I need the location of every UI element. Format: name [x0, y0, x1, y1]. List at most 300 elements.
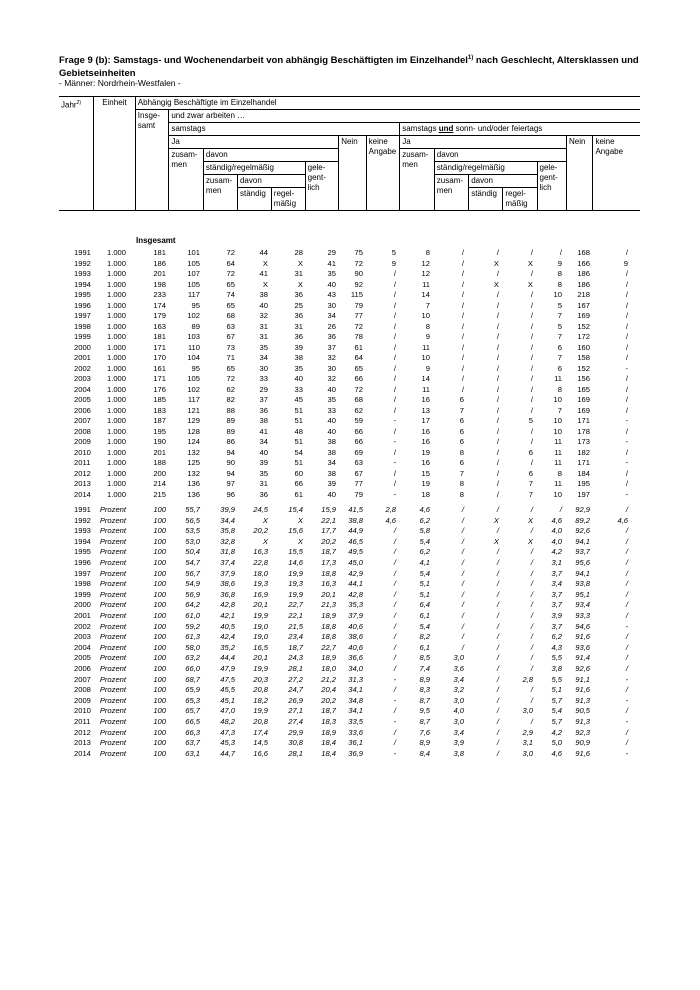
table-cell: / — [393, 374, 396, 383]
table-cell: 18,4 — [321, 738, 336, 748]
table-cell: 12 — [421, 269, 430, 278]
table-cell: 3,4 — [551, 579, 562, 589]
table-row — [0, 364, 700, 374]
cell-year: 2013 — [74, 738, 91, 748]
cell-year: 1992 — [74, 515, 91, 525]
table-cell: Prozent — [99, 727, 126, 737]
table-cell: 51 — [294, 437, 303, 446]
table-cell: 182 — [577, 447, 590, 457]
table-cell: 3,0 — [522, 748, 533, 758]
table-cell: 35,3 — [348, 600, 363, 610]
table-cell: 20,4 — [321, 685, 336, 695]
table-cell: / — [496, 558, 499, 567]
table-cell: / — [393, 632, 396, 642]
table-cell: / — [393, 611, 396, 620]
header-davon-1: davon — [203, 149, 338, 162]
table-cell: 176 — [153, 384, 166, 394]
table-row — [0, 632, 700, 642]
table-cell: 5 — [557, 300, 562, 310]
table-cell: 77 — [354, 479, 363, 488]
table-cell: 94,6 — [575, 621, 590, 631]
table-cell: 4,6 — [617, 515, 628, 525]
table-cell: 18,8 — [321, 621, 336, 631]
table-cell: 38 — [294, 353, 303, 362]
header-staendig-2: ständig — [469, 188, 503, 211]
table-cell: 19,9 — [253, 611, 268, 620]
table-cell: / — [393, 405, 396, 415]
table-cell: 100 — [153, 685, 166, 695]
table-cell: / — [625, 447, 628, 457]
table-cell: 100 — [153, 653, 166, 663]
table-cell: / — [496, 342, 499, 352]
table-cell: 33,5 — [348, 717, 363, 726]
table-cell: 163 — [153, 321, 166, 331]
table-cell: 36,8 — [220, 589, 235, 599]
table-cell: / — [625, 269, 628, 278]
table-cell: 107 — [187, 269, 200, 278]
table-cell: 36,1 — [348, 738, 363, 748]
table-cell: 16 — [421, 458, 430, 467]
table-cell: 5 — [391, 248, 396, 257]
table-cell: / — [530, 505, 533, 514]
table-cell: 72 — [226, 374, 235, 383]
table-cell: 91,6 — [575, 632, 590, 642]
table-cell: / — [496, 547, 499, 557]
cell-year: 1995 — [74, 290, 91, 299]
table-cell: Prozent — [99, 674, 126, 684]
table-cell: 39 — [327, 479, 336, 488]
table-cell: 4,6 — [419, 505, 430, 514]
table-cell: / — [625, 568, 628, 578]
table-cell: 74 — [226, 290, 235, 299]
table-cell: 6 — [528, 447, 533, 457]
header-sonn-feiertags: samstags und sonn- und/oder feiertags — [400, 123, 640, 136]
table-cell: X — [527, 515, 533, 525]
table-cell: 100 — [153, 536, 166, 546]
table-cell: / — [496, 311, 499, 320]
header-nein-1: Nein — [339, 136, 366, 211]
table-cell: 42,8 — [220, 600, 235, 610]
page-title — [59, 52, 659, 80]
table-cell: 5,5 — [551, 653, 562, 663]
table-row — [0, 675, 700, 685]
table-cell: 1.000 — [106, 342, 126, 352]
table-cell: 69 — [354, 447, 363, 457]
cell-year: 2004 — [74, 384, 91, 394]
cell-year: 2007 — [74, 416, 91, 425]
table-cell: / — [530, 600, 533, 610]
table-cell: 96 — [226, 489, 235, 499]
table-cell: 35 — [259, 468, 268, 478]
table-cell: 169 — [577, 311, 590, 320]
table-cell: / — [393, 426, 396, 436]
table-cell: / — [496, 505, 499, 514]
table-cell: 173 — [577, 437, 590, 446]
table-cell: 16,6 — [253, 748, 268, 758]
table-row — [0, 664, 700, 674]
table-cell: 4,3 — [551, 642, 562, 652]
table-cell: 186 — [577, 279, 590, 289]
header-regelmaessig-1: regel- mäßig — [273, 189, 297, 208]
cell-year: 1997 — [74, 311, 91, 320]
cell-year: 2011 — [74, 717, 91, 726]
page-subtitle: - Männer: Nordrhein-Westfalen - — [59, 78, 181, 88]
table-cell: / — [393, 653, 396, 663]
table-cell: 1.000 — [106, 479, 126, 488]
header-zusammen-sub-1: zusam- men — [204, 175, 238, 211]
table-cell: 66 — [294, 479, 303, 488]
table-cell: 30 — [327, 363, 336, 373]
table-cell: 26,9 — [288, 695, 303, 705]
table-cell: 54,9 — [185, 579, 200, 589]
table-cell: 102 — [187, 384, 200, 394]
table-cell: / — [496, 632, 499, 642]
table-cell: / — [461, 311, 464, 320]
table-cell: 1.000 — [106, 489, 126, 499]
table-cell: / — [393, 384, 396, 394]
table-cell: 13 — [421, 405, 430, 415]
table-row — [0, 738, 700, 748]
table-cell: 1.000 — [106, 353, 126, 362]
table-cell: 6,4 — [419, 600, 430, 610]
table-cell: 4,1 — [419, 558, 430, 567]
table-cell: X — [493, 536, 499, 546]
table-cell: / — [496, 300, 499, 310]
table-cell: 63,1 — [185, 748, 200, 758]
table-cell: / — [461, 600, 464, 610]
table-cell: 117 — [187, 395, 200, 404]
table-row — [0, 406, 700, 416]
table-cell: 72 — [226, 269, 235, 278]
table-cell: 1.000 — [106, 405, 126, 415]
table-cell: 20,1 — [253, 653, 268, 663]
table-cell: / — [625, 374, 628, 383]
table-cell: 27,4 — [288, 717, 303, 726]
table-cell: 44,1 — [348, 579, 363, 589]
table-cell: X — [527, 258, 533, 268]
table-cell: / — [393, 738, 396, 748]
table-cell: / — [496, 426, 499, 436]
table-cell: / — [530, 695, 533, 705]
table-cell: / — [625, 311, 628, 320]
table-cell: 71 — [226, 353, 235, 362]
table-cell: 97 — [226, 479, 235, 488]
cell-year: 2012 — [74, 727, 91, 737]
table-cell: / — [530, 611, 533, 620]
table-cell: 29 — [259, 384, 268, 394]
table-cell: 21,2 — [321, 674, 336, 684]
header-regelmaessig-2: regel- mäßig — [505, 189, 528, 208]
table-cell: 45,0 — [348, 558, 363, 567]
table-cell: - — [625, 717, 628, 726]
table-cell: / — [625, 558, 628, 567]
table-cell: 54,7 — [185, 558, 200, 567]
table-cell: 31 — [259, 332, 268, 341]
table-cell: 100 — [153, 568, 166, 578]
table-cell: 9,5 — [419, 706, 430, 716]
table-row — [0, 505, 700, 515]
table-row — [0, 458, 700, 468]
table-cell: 89 — [226, 426, 235, 436]
table-cell: 1.000 — [106, 290, 126, 299]
table-cell: 6,1 — [419, 642, 430, 652]
table-cell: 181 — [153, 248, 166, 257]
table-cell: 10 — [553, 290, 562, 299]
table-cell: 160 — [577, 342, 590, 352]
table-cell: Prozent — [99, 706, 126, 716]
header-gelegentlich-1: gele- gent- lich — [305, 162, 339, 211]
table-cell: 183 — [153, 405, 166, 415]
cell-year: 2005 — [74, 395, 91, 404]
table-cell: 21,5 — [288, 621, 303, 631]
table-cell: 201 — [153, 447, 166, 457]
table-cell: 105 — [187, 258, 200, 268]
table-cell: 166 — [577, 258, 590, 268]
table-cell: 169 — [577, 395, 590, 404]
table-cell: / — [496, 269, 499, 278]
table-cell: / — [393, 664, 396, 673]
table-cell: 38 — [259, 290, 268, 299]
table-cell: 7 — [528, 479, 533, 488]
table-cell: 103 — [187, 332, 200, 341]
table-cell: 91,6 — [575, 748, 590, 758]
table-cell: / — [625, 526, 628, 536]
table-row — [0, 290, 700, 300]
table-cell: 6 — [459, 458, 464, 467]
table-row — [0, 479, 700, 489]
table-cell: 36,6 — [348, 653, 363, 663]
table-cell: Prozent — [99, 611, 126, 620]
table-cell: 9 — [623, 258, 628, 268]
table-cell: 93,3 — [575, 611, 590, 620]
table-cell: 6,2 — [551, 632, 562, 642]
table-cell: / — [496, 395, 499, 404]
table-cell: / — [496, 621, 499, 631]
table-cell: 27,1 — [288, 706, 303, 716]
table-cell: 41,5 — [348, 505, 363, 514]
table-cell: 9 — [425, 363, 430, 373]
table-cell: 45,3 — [220, 738, 235, 748]
table-cell: 68 — [354, 395, 363, 404]
cell-year: 2009 — [74, 437, 91, 446]
table-cell: 7 — [425, 300, 430, 310]
table-cell: / — [496, 717, 499, 726]
table-cell: 100 — [153, 695, 166, 705]
table-cell: / — [496, 353, 499, 362]
table-cell: 24,5 — [253, 505, 268, 514]
table-cell: 49,5 — [348, 547, 363, 557]
table-cell: 56,7 — [185, 568, 200, 578]
table-cell: 93,7 — [575, 547, 590, 557]
table-cell: / — [530, 311, 533, 320]
table-cell: / — [461, 342, 464, 352]
table-cell: 36 — [259, 405, 268, 415]
table-cell: 22,7 — [288, 600, 303, 610]
table-cell: / — [461, 300, 464, 310]
table-cell: 1.000 — [106, 311, 126, 320]
table-cell: 200 — [153, 468, 166, 478]
table-cell: / — [625, 405, 628, 415]
table-cell: 92,6 — [575, 526, 590, 536]
table-cell: / — [496, 468, 499, 478]
table-cell: / — [393, 321, 396, 331]
table-cell: 1.000 — [106, 374, 126, 383]
table-cell: 8,2 — [419, 632, 430, 642]
table-cell: / — [393, 621, 396, 631]
table-cell: 35 — [327, 269, 336, 278]
table-cell: / — [625, 290, 628, 299]
table-cell: Prozent — [99, 526, 126, 536]
table-cell: 65 — [226, 300, 235, 310]
table-cell: 100 — [153, 547, 166, 557]
table-cell: / — [461, 611, 464, 620]
section-label-insgesamt: Insgesamt — [136, 236, 176, 245]
table-cell: X — [262, 515, 268, 525]
table-cell: 34,4 — [220, 515, 235, 525]
table-cell: 93,8 — [575, 579, 590, 589]
table-row — [0, 717, 700, 727]
table-cell: 3,6 — [453, 664, 464, 673]
table-cell: 152 — [577, 321, 590, 331]
table-cell: / — [530, 269, 533, 278]
table-cell: / — [461, 332, 464, 341]
header-ja-1: Ja — [169, 136, 339, 149]
header-abhaengig: Abhängig Beschäftigte im Einzelhandel — [135, 97, 640, 110]
table-cell: 39,9 — [220, 505, 235, 514]
table-cell: 100 — [153, 642, 166, 652]
table-cell: / — [625, 321, 628, 331]
table-cell: Prozent — [99, 695, 126, 705]
table-cell: 5,4 — [419, 536, 430, 546]
header-zusammen-1: zusam- men — [169, 149, 204, 211]
table-row — [0, 353, 700, 363]
table-cell: X — [493, 279, 499, 289]
table-cell: / — [530, 363, 533, 373]
table-cell: 40 — [294, 374, 303, 383]
table-cell: 19,9 — [288, 589, 303, 599]
table-cell: / — [625, 426, 628, 436]
table-cell: 41 — [259, 426, 268, 436]
table-cell: / — [530, 426, 533, 436]
table-cell: 91,6 — [575, 685, 590, 695]
table-cell: 68,7 — [185, 674, 200, 684]
table-cell: - — [393, 717, 396, 726]
table-cell: / — [393, 706, 396, 716]
table-cell: 170 — [153, 353, 166, 362]
table-row — [0, 248, 700, 258]
table-cell: / — [530, 248, 533, 257]
table-cell: / — [559, 505, 562, 514]
table-cell: 33 — [327, 405, 336, 415]
table-cell: / — [461, 290, 464, 299]
table-cell: 100 — [153, 558, 166, 567]
table-cell: 1.000 — [106, 332, 126, 341]
cell-year: 1997 — [74, 568, 91, 578]
table-cell: 4,0 — [551, 536, 562, 546]
table-cell: 1.000 — [106, 416, 126, 425]
table-cell: 64,2 — [185, 600, 200, 610]
table-cell: 53,0 — [185, 536, 200, 546]
table-cell: 89 — [191, 321, 200, 331]
table-cell: 59 — [354, 416, 363, 425]
table-cell: 8,4 — [419, 748, 430, 758]
table-cell: 115 — [350, 290, 363, 299]
table-row — [0, 696, 700, 706]
table-cell: Prozent — [99, 505, 126, 514]
table-cell: / — [530, 664, 533, 673]
table-row — [0, 448, 700, 458]
table-cell: 77 — [354, 311, 363, 320]
table-cell: 167 — [577, 300, 590, 310]
table-cell: Prozent — [99, 748, 126, 758]
table-cell: 100 — [153, 632, 166, 642]
table-cell: / — [496, 290, 499, 299]
table-cell: 79 — [354, 300, 363, 310]
table-cell: 4,6 — [551, 515, 562, 525]
table-cell: 61,0 — [185, 611, 200, 620]
table-cell: / — [625, 642, 628, 652]
table-cell: 18,0 — [253, 568, 268, 578]
table-row — [0, 427, 700, 437]
table-cell: 2,8 — [522, 674, 533, 684]
table-cell: - — [625, 674, 628, 684]
table-cell: 4,0 — [453, 706, 464, 716]
table-header — [59, 96, 640, 211]
table-cell: Prozent — [99, 589, 126, 599]
table-cell: 3,0 — [453, 717, 464, 726]
header-und-zwar: und zwar arbeiten … — [169, 110, 640, 123]
table-cell: 92,9 — [575, 505, 590, 514]
table-cell: 72 — [354, 258, 363, 268]
table-cell: 38 — [327, 447, 336, 457]
table-cell: 20,2 — [321, 695, 336, 705]
table-cell: 35,2 — [220, 642, 235, 652]
table-cell: 42,1 — [220, 611, 235, 620]
table-cell: 94,1 — [575, 536, 590, 546]
table-cell: 34,0 — [348, 664, 363, 673]
table-cell: / — [625, 632, 628, 642]
table-cell: 6,2 — [419, 515, 430, 525]
table-cell: 36 — [259, 489, 268, 499]
table-cell: 91,3 — [575, 695, 590, 705]
table-row — [0, 600, 700, 610]
table-cell: 100 — [153, 505, 166, 514]
table-cell: 19 — [421, 479, 430, 488]
table-cell: / — [530, 332, 533, 341]
table-row — [0, 437, 700, 447]
table-cell: Prozent — [99, 600, 126, 610]
table-cell: 16 — [421, 437, 430, 446]
table-cell: 91,3 — [575, 717, 590, 726]
table-cell: / — [461, 374, 464, 383]
table-cell: 9 — [557, 258, 562, 268]
table-cell: / — [496, 384, 499, 394]
table-cell: 95 — [191, 363, 200, 373]
table-row — [0, 395, 700, 405]
table-cell: 8 — [557, 269, 562, 278]
table-cell: / — [461, 248, 464, 257]
table-cell: 214 — [153, 479, 166, 488]
table-cell: 8,9 — [419, 738, 430, 748]
table-cell: 37 — [327, 342, 336, 352]
table-cell: 32 — [327, 353, 336, 362]
table-cell: 9 — [391, 258, 396, 268]
table-row — [0, 547, 700, 557]
cell-year: 2000 — [74, 600, 91, 610]
table-row — [0, 301, 700, 311]
table-cell: / — [393, 642, 396, 652]
table-cell: / — [393, 363, 396, 373]
